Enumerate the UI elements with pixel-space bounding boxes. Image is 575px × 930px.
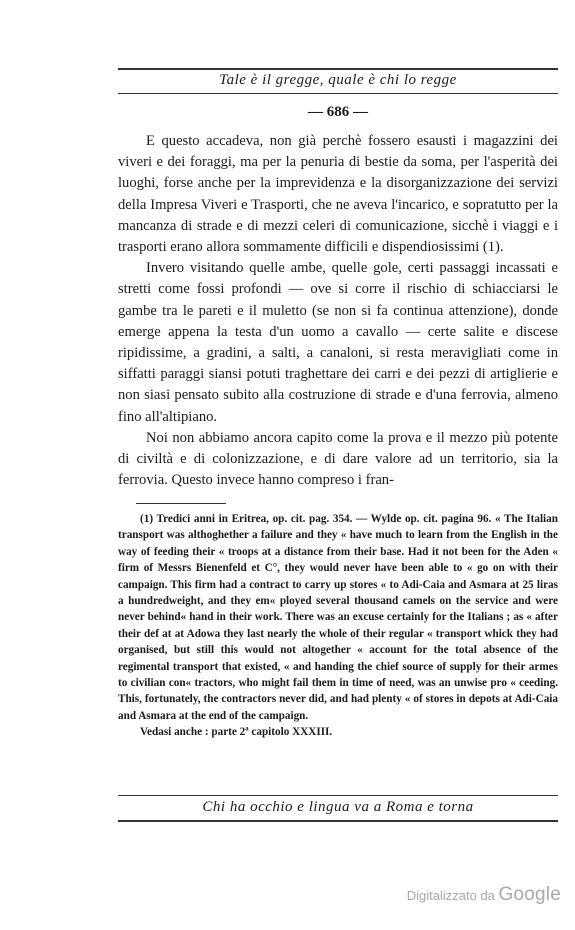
footer-motto: Chi ha occhio e lingua va a Roma e torna bbox=[202, 799, 474, 815]
header-top-rule bbox=[118, 68, 558, 70]
footnote bbox=[118, 511, 558, 741]
watermark-prefix: Digitalizzato da bbox=[406, 888, 495, 903]
main-text bbox=[118, 131, 558, 491]
header-bottom-rule bbox=[118, 93, 558, 94]
google-logo-text: Google bbox=[498, 884, 561, 905]
footnote-see-also: Vedasi anche : parte 2ª capitolo XXXIII. bbox=[140, 726, 333, 739]
digitization-watermark bbox=[407, 884, 561, 906]
footnote-text: (1) Tredici anni in Eritrea, op. cit. pag. 354. — Wylde op. cit. pagina 96. « The Italian transport was althoghether a failure and they « have much to learn from the English in the way of feeding their « troops at a distance from their base. Had it not been for the Aden « firm of Messrs Bienenfeld et C°, they would never have been able to « go on with their campaign. This firm had a contract to carry up stores « to Adi-Caia and Asmara at 25 liras a hundredweight, and they em« ployed several thousand camels on the service and were never behind« hand in their work. There was an excuse certainly for the Italians ; as « after their def at at Adowa they last nearly the whole of their regular « transport whick they had organised, but still this would not altogether « account for the total absence of the regimental transport that existed, « and handing the chief source of supply for their armes to civilian con« tractors, who might fail them in time of need, was an unwise pro « ceeding. This, fortunately, the contractors never did, and had plenty « of stores in depots at Adi-Caia and Asmara at the end of the campaign. bbox=[118, 513, 558, 722]
footnote-separator bbox=[136, 503, 226, 504]
paragraph: Invero visitando quelle ambe, quelle gole, certi passaggi incassati e stretti come fossi profondi — ove si corre il rischio di schiacciarsi le gambe tra le pareti e il muletto (se non si fa continua attenzione), donde emerge appena la testa d'un uomo a cavallo — certe salite e discese ripidissime, a gradini, a salti, a canaloni, si resta meravigliati come in siffatti paraggi siansi potuti traghettare dei carri e dei pezzi di artiglierie e non siasi pensato subito alla costruzione di strade e d'una ferrovia, almeno fino all'altipiano. bbox=[118, 260, 558, 425]
page-number: — 686 — bbox=[308, 104, 368, 120]
header-motto: Tale è il gregge, quale è chi lo regge bbox=[219, 72, 457, 88]
footer-bottom-rule bbox=[118, 820, 558, 822]
paragraph: Noi non abbiamo ancora capito come la prova e il mezzo più potente di civiltà e di colonizzazione, e di dare valore ad un territorio, sia la ferrovia. Questo invece hanno compreso i fran- bbox=[118, 429, 558, 489]
footer-top-rule bbox=[118, 795, 558, 796]
paragraph: E questo accadeva, non già perchè fossero esausti i magazzini dei viveri e dei foraggi, ma per la penuria di bestie da soma, per l'asperità dei luoghi, forse anche per la imprevidenza e la disorganizzazione dei servizi della Impresa Viveri e Trasporti, che ne aveva l'incarico, e sopratutto per la mancanza di strade e di mezzi celeri di comunicazione, sicchè i viaggi e i trasporti erano allora sommamente difficili e dispendiosissimi (1). bbox=[118, 133, 558, 256]
